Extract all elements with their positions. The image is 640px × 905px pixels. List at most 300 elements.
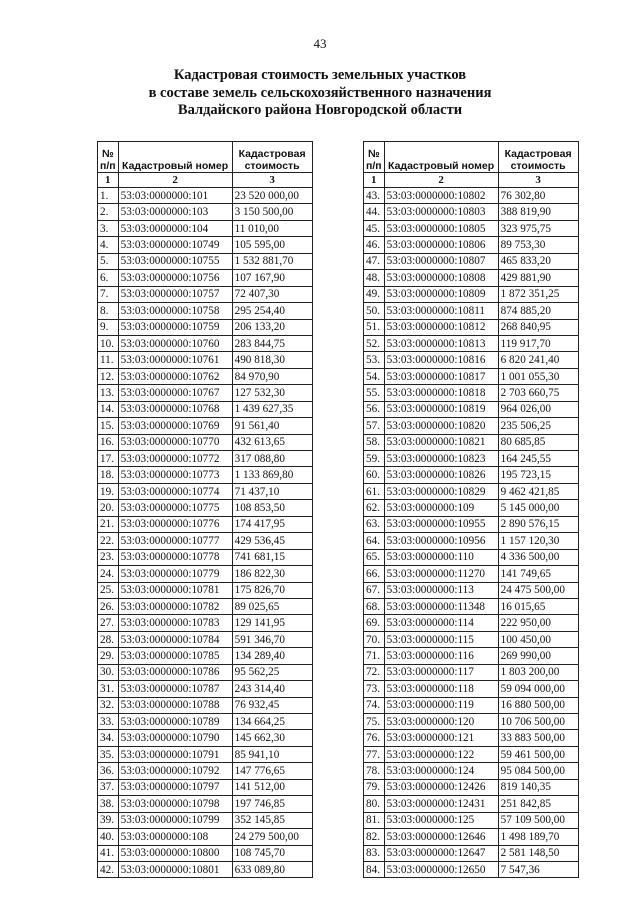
cadastral-number: 53:03:0000000:10790	[118, 730, 232, 746]
table-row	[364, 368, 579, 384]
table-row	[98, 516, 313, 532]
cadastral-value: 145 662,30	[232, 730, 312, 746]
cadastral-value: 33 883 500,00	[498, 730, 578, 746]
row-number: 11.	[98, 352, 119, 368]
row-number: 14.	[98, 401, 119, 417]
table-row	[98, 451, 313, 467]
table-row	[364, 500, 579, 516]
row-number: 30.	[98, 664, 119, 680]
cadastral-number: 53:03:0000000:10803	[384, 204, 498, 220]
table-row	[364, 533, 579, 549]
row-number: 54.	[364, 368, 385, 384]
table-row	[98, 500, 313, 516]
row-number: 75.	[364, 714, 385, 730]
table-row	[98, 746, 313, 762]
row-number: 72.	[364, 664, 385, 680]
cadastral-value: 9 462 421,85	[498, 483, 578, 499]
table-row	[364, 418, 579, 434]
cadastral-value: 1 803 200,00	[498, 664, 578, 680]
cadastral-number: 53:03:0000000:10817	[384, 368, 498, 384]
table-row	[98, 845, 313, 861]
cadastral-value: 251 842,85	[498, 796, 578, 812]
cadastral-number: 53:03:0000000:125	[384, 812, 498, 828]
table-row	[364, 303, 579, 319]
row-number: 32.	[98, 697, 119, 713]
row-number: 52.	[364, 335, 385, 351]
table-row	[364, 549, 579, 565]
cadastral-value: 59 461 500,00	[498, 746, 578, 762]
cadastral-number: 53:03:0000000:10773	[118, 467, 232, 483]
cadastral-number: 53:03:0000000:10757	[118, 286, 232, 302]
table-row	[98, 286, 313, 302]
index-cell: 1	[98, 173, 119, 188]
header-cadastral-number: Кадастровый номер	[118, 142, 232, 173]
row-number: 79.	[364, 779, 385, 795]
cadastral-number: 53:03:0000000:10819	[384, 401, 498, 417]
table-row	[364, 352, 579, 368]
cadastral-number: 53:03:0000000:10955	[384, 516, 498, 532]
table-row	[364, 253, 579, 269]
cadastral-value: 95 562,25	[232, 664, 312, 680]
cadastral-number: 53:03:0000000:10812	[384, 319, 498, 335]
cadastral-value: 235 506,25	[498, 418, 578, 434]
row-number: 25.	[98, 582, 119, 598]
table-row	[364, 483, 579, 499]
cadastral-number: 53:03:0000000:116	[384, 648, 498, 664]
row-number: 6.	[98, 270, 119, 286]
row-number: 18.	[98, 467, 119, 483]
cadastral-value: 2 581 148,50	[498, 845, 578, 861]
row-number: 43.	[364, 188, 385, 204]
cadastral-number: 53:03:0000000:10767	[118, 385, 232, 401]
cadastral-value: 1 498 189,70	[498, 829, 578, 845]
row-number: 76.	[364, 730, 385, 746]
row-number: 67.	[364, 582, 385, 598]
cadastral-value: 741 681,15	[232, 549, 312, 565]
cadastral-number: 53:03:0000000:10829	[384, 483, 498, 499]
cadastral-number: 53:03:0000000:122	[384, 746, 498, 762]
cadastral-value: 84 970,90	[232, 368, 312, 384]
row-number: 44.	[364, 204, 385, 220]
table-row	[364, 664, 579, 680]
table-row	[98, 598, 313, 614]
cadastral-number: 53:03:0000000:10756	[118, 270, 232, 286]
table-row	[364, 697, 579, 713]
row-number: 77.	[364, 746, 385, 762]
cadastral-value: 100 450,00	[498, 631, 578, 647]
cadastral-value: 465 833,20	[498, 253, 578, 269]
header-number: № п/п	[364, 142, 385, 173]
table-row	[364, 829, 579, 845]
cadastral-number: 53:03:0000000:10792	[118, 763, 232, 779]
cadastral-value: 323 975,75	[498, 220, 578, 236]
table-row	[364, 385, 579, 401]
cadastral-number: 53:03:0000000:110	[384, 549, 498, 565]
cadastral-number: 53:03:0000000:10788	[118, 697, 232, 713]
row-number: 9.	[98, 319, 119, 335]
row-number: 35.	[98, 746, 119, 762]
cadastral-number: 53:03:0000000:12646	[384, 829, 498, 845]
row-number: 15.	[98, 418, 119, 434]
cadastral-number: 53:03:0000000:10775	[118, 500, 232, 516]
row-number: 47.	[364, 253, 385, 269]
cadastral-value: 964 026,00	[498, 401, 578, 417]
table-row	[364, 648, 579, 664]
index-cell: 2	[118, 173, 232, 188]
cadastral-value: 108 745,70	[232, 845, 312, 861]
table-row	[364, 763, 579, 779]
cadastral-value: 164 245,55	[498, 451, 578, 467]
title-line-3: Валдайского района Новгородской области	[177, 102, 463, 118]
cadastral-value: 1 133 869,80	[232, 467, 312, 483]
table-row	[364, 566, 579, 582]
index-cell: 2	[384, 173, 498, 188]
cadastral-value: 24 279 500,00	[232, 829, 312, 845]
row-number: 37.	[98, 779, 119, 795]
cadastral-number: 53:03:0000000:108	[118, 829, 232, 845]
cadastral-value: 80 685,85	[498, 434, 578, 450]
cadastral-value: 283 844,75	[232, 335, 312, 351]
cadastral-value: 76 932,45	[232, 697, 312, 713]
table-row	[98, 697, 313, 713]
row-number: 16.	[98, 434, 119, 450]
cadastral-number: 53:03:0000000:10749	[118, 237, 232, 253]
table-row	[98, 861, 313, 877]
cadastral-table-right	[363, 141, 579, 878]
cadastral-value: 269 990,00	[498, 648, 578, 664]
cadastral-value: 2 703 660,75	[498, 385, 578, 401]
cadastral-number: 53:03:0000000:10797	[118, 779, 232, 795]
table-row	[98, 237, 313, 253]
cadastral-value: 4 336 500,00	[498, 549, 578, 565]
row-number: 81.	[364, 812, 385, 828]
cadastral-number: 53:03:0000000:10809	[384, 286, 498, 302]
row-number: 4.	[98, 237, 119, 253]
cadastral-number: 53:03:0000000:10783	[118, 615, 232, 631]
cadastral-number: 53:03:0000000:10818	[384, 385, 498, 401]
table-row	[364, 467, 579, 483]
row-number: 73.	[364, 681, 385, 697]
cadastral-value: 490 818,30	[232, 352, 312, 368]
row-number: 27.	[98, 615, 119, 631]
cadastral-value: 23 520 000,00	[232, 188, 312, 204]
table-row	[364, 434, 579, 450]
row-number: 46.	[364, 237, 385, 253]
cadastral-value: 11 010,00	[232, 220, 312, 236]
cadastral-number: 53:03:0000000:10778	[118, 549, 232, 565]
cadastral-value: 874 885,20	[498, 303, 578, 319]
cadastral-number: 53:03:0000000:10760	[118, 335, 232, 351]
cadastral-number: 53:03:0000000:10802	[384, 188, 498, 204]
cadastral-value: 175 826,70	[232, 582, 312, 598]
cadastral-number: 53:03:0000000:121	[384, 730, 498, 746]
cadastral-number: 53:03:0000000:10782	[118, 598, 232, 614]
table-row	[98, 385, 313, 401]
cadastral-value: 129 141,95	[232, 615, 312, 631]
cadastral-value: 591 346,70	[232, 631, 312, 647]
cadastral-number: 53:03:0000000:10813	[384, 335, 498, 351]
table-row	[98, 681, 313, 697]
row-number: 38.	[98, 796, 119, 812]
cadastral-number: 53:03:0000000:10772	[118, 451, 232, 467]
document-title	[0, 67, 640, 120]
table-row	[364, 188, 579, 204]
cadastral-number: 53:03:0000000:10779	[118, 566, 232, 582]
cadastral-number: 53:03:0000000:103	[118, 204, 232, 220]
cadastral-value: 119 917,70	[498, 335, 578, 351]
cadastral-value: 3 150 500,00	[232, 204, 312, 220]
cadastral-number: 53:03:0000000:120	[384, 714, 498, 730]
row-number: 26.	[98, 598, 119, 614]
cadastral-number: 53:03:0000000:10770	[118, 434, 232, 450]
cadastral-number: 53:03:0000000:10826	[384, 467, 498, 483]
cadastral-value: 197 746,85	[232, 796, 312, 812]
cadastral-value: 2 890 576,15	[498, 516, 578, 532]
table-row	[364, 319, 579, 335]
cadastral-number: 53:03:0000000:10823	[384, 451, 498, 467]
cadastral-number: 53:03:0000000:10777	[118, 533, 232, 549]
cadastral-value: 633 089,80	[232, 861, 312, 877]
row-number: 12.	[98, 368, 119, 384]
table-row	[364, 220, 579, 236]
row-number: 31.	[98, 681, 119, 697]
table-row	[98, 533, 313, 549]
row-number: 28.	[98, 631, 119, 647]
cadastral-number: 53:03:0000000:12650	[384, 861, 498, 877]
cadastral-value: 89 753,30	[498, 237, 578, 253]
table-row	[364, 746, 579, 762]
cadastral-number: 53:03:0000000:10774	[118, 483, 232, 499]
header-cadastral-value: Кадастровая стоимость	[232, 142, 312, 173]
table-row	[364, 582, 579, 598]
table-header-row	[98, 142, 313, 173]
table-row	[364, 598, 579, 614]
cadastral-number: 53:03:0000000:10768	[118, 401, 232, 417]
cadastral-number: 53:03:0000000:10776	[118, 516, 232, 532]
row-number: 66.	[364, 566, 385, 582]
row-number: 24.	[98, 566, 119, 582]
cadastral-value: 1 001 055,30	[498, 368, 578, 384]
cadastral-number: 53:03:0000000:10956	[384, 533, 498, 549]
row-number: 50.	[364, 303, 385, 319]
table-row	[364, 631, 579, 647]
table-row	[364, 451, 579, 467]
cadastral-value: 95 084 500,00	[498, 763, 578, 779]
row-number: 51.	[364, 319, 385, 335]
cadastral-value: 429 536,45	[232, 533, 312, 549]
cadastral-number: 53:03:0000000:10808	[384, 270, 498, 286]
table-row	[98, 434, 313, 450]
table-row	[364, 286, 579, 302]
cadastral-number: 53:03:0000000:119	[384, 697, 498, 713]
cadastral-value: 10 706 500,00	[498, 714, 578, 730]
cadastral-number: 53:03:0000000:101	[118, 188, 232, 204]
row-number: 36.	[98, 763, 119, 779]
table-row	[98, 582, 313, 598]
table-index-row	[98, 173, 313, 188]
row-number: 53.	[364, 352, 385, 368]
table-row	[98, 648, 313, 664]
cadastral-number: 53:03:0000000:10787	[118, 681, 232, 697]
cadastral-value: 134 664,25	[232, 714, 312, 730]
row-number: 48.	[364, 270, 385, 286]
table-row	[98, 270, 313, 286]
table-row	[98, 829, 313, 845]
table-row	[98, 796, 313, 812]
cadastral-value: 105 595,00	[232, 237, 312, 253]
row-number: 78.	[364, 763, 385, 779]
index-cell: 3	[232, 173, 312, 188]
header-cadastral-value: Кадастровая стоимость	[498, 142, 578, 173]
row-number: 59.	[364, 451, 385, 467]
table-row	[364, 779, 579, 795]
table-row	[364, 681, 579, 697]
table-row	[98, 204, 313, 220]
cadastral-number: 53:03:0000000:12647	[384, 845, 498, 861]
row-number: 69.	[364, 615, 385, 631]
row-number: 13.	[98, 385, 119, 401]
cadastral-value: 127 532,30	[232, 385, 312, 401]
cadastral-number: 53:03:0000000:117	[384, 664, 498, 680]
cadastral-value: 71 437,10	[232, 483, 312, 499]
cadastral-number: 53:03:0000000:113	[384, 582, 498, 598]
table-row	[98, 319, 313, 335]
row-number: 80.	[364, 796, 385, 812]
table-row	[98, 714, 313, 730]
table-row	[364, 204, 579, 220]
cadastral-value: 317 088,80	[232, 451, 312, 467]
row-number: 71.	[364, 648, 385, 664]
cadastral-number: 53:03:0000000:10759	[118, 319, 232, 335]
table-row	[98, 401, 313, 417]
cadastral-value: 195 723,15	[498, 467, 578, 483]
cadastral-value: 295 254,40	[232, 303, 312, 319]
table-row	[364, 845, 579, 861]
row-number: 70.	[364, 631, 385, 647]
table-row	[364, 335, 579, 351]
cadastral-number: 53:03:0000000:10816	[384, 352, 498, 368]
table-row	[98, 631, 313, 647]
cadastral-number: 53:03:0000000:10806	[384, 237, 498, 253]
row-number: 42.	[98, 861, 119, 877]
row-number: 33.	[98, 714, 119, 730]
index-cell: 1	[364, 173, 385, 188]
row-number: 65.	[364, 549, 385, 565]
table-row	[98, 303, 313, 319]
row-number: 74.	[364, 697, 385, 713]
row-number: 34.	[98, 730, 119, 746]
cadastral-number: 53:03:0000000:10762	[118, 368, 232, 384]
table-row	[364, 237, 579, 253]
row-number: 29.	[98, 648, 119, 664]
cadastral-number: 53:03:0000000:11348	[384, 598, 498, 614]
cadastral-number: 53:03:0000000:124	[384, 763, 498, 779]
table-row	[98, 418, 313, 434]
cadastral-number: 53:03:0000000:12426	[384, 779, 498, 795]
cadastral-value: 186 822,30	[232, 566, 312, 582]
table-row	[98, 664, 313, 680]
row-number: 20.	[98, 500, 119, 516]
cadastral-value: 91 561,40	[232, 418, 312, 434]
row-number: 17.	[98, 451, 119, 467]
cadastral-number: 53:03:0000000:118	[384, 681, 498, 697]
cadastral-value: 16 880 500,00	[498, 697, 578, 713]
cadastral-value: 5 145 000,00	[498, 500, 578, 516]
cadastral-value: 108 853,50	[232, 500, 312, 516]
table-row	[98, 779, 313, 795]
cadastral-number: 53:03:0000000:10789	[118, 714, 232, 730]
cadastral-value: 7 547,36	[498, 861, 578, 877]
cadastral-value: 141 749,65	[498, 566, 578, 582]
row-number: 5.	[98, 253, 119, 269]
page-number: 43	[313, 36, 327, 51]
cadastral-number: 53:03:0000000:10786	[118, 664, 232, 680]
row-number: 3.	[98, 220, 119, 236]
cadastral-number: 53:03:0000000:10781	[118, 582, 232, 598]
table-header-row	[364, 142, 579, 173]
header-cadastral-number: Кадастровый номер	[384, 142, 498, 173]
cadastral-value: 243 314,40	[232, 681, 312, 697]
cadastral-number: 53:03:0000000:10820	[384, 418, 498, 434]
cadastral-value: 1 532 881,70	[232, 253, 312, 269]
row-number: 8.	[98, 303, 119, 319]
cadastral-value: 819 140,35	[498, 779, 578, 795]
row-number: 61.	[364, 483, 385, 499]
cadastral-number: 53:03:0000000:11270	[384, 566, 498, 582]
cadastral-value: 1 157 120,30	[498, 533, 578, 549]
cadastral-value: 268 840,95	[498, 319, 578, 335]
table-row	[98, 220, 313, 236]
cadastral-table-left	[97, 141, 313, 878]
row-number: 21.	[98, 516, 119, 532]
cadastral-value: 141 512,00	[232, 779, 312, 795]
cadastral-value: 89 025,65	[232, 598, 312, 614]
cadastral-number: 53:03:0000000:10769	[118, 418, 232, 434]
table-row	[98, 188, 313, 204]
header-number: № п/п	[98, 142, 119, 173]
cadastral-value: 352 145,85	[232, 812, 312, 828]
cadastral-value: 59 094 000,00	[498, 681, 578, 697]
row-number: 58.	[364, 434, 385, 450]
cadastral-number: 53:03:0000000:10811	[384, 303, 498, 319]
cadastral-value: 1 439 627,35	[232, 401, 312, 417]
cadastral-number: 53:03:0000000:10801	[118, 861, 232, 877]
row-number: 83.	[364, 845, 385, 861]
cadastral-number: 53:03:0000000:10821	[384, 434, 498, 450]
title-line-2: в составе земель сельскохозяйственного назначения	[148, 84, 492, 101]
cadastral-value: 429 881,90	[498, 270, 578, 286]
cadastral-number: 53:03:0000000:104	[118, 220, 232, 236]
row-number: 10.	[98, 335, 119, 351]
table-row	[98, 352, 313, 368]
cadastral-number: 53:03:0000000:114	[384, 615, 498, 631]
row-number: 45.	[364, 220, 385, 236]
row-number: 56.	[364, 401, 385, 417]
row-number: 23.	[98, 549, 119, 565]
cadastral-value: 6 820 241,40	[498, 352, 578, 368]
table-row	[98, 253, 313, 269]
table-index-row	[364, 173, 579, 188]
cadastral-value: 432 613,65	[232, 434, 312, 450]
cadastral-number: 53:03:0000000:10784	[118, 631, 232, 647]
row-number: 82.	[364, 829, 385, 845]
table-row	[98, 335, 313, 351]
cadastral-number: 53:03:0000000:10807	[384, 253, 498, 269]
table-row	[364, 615, 579, 631]
cadastral-number: 53:03:0000000:10800	[118, 845, 232, 861]
cadastral-number: 53:03:0000000:115	[384, 631, 498, 647]
table-row	[98, 812, 313, 828]
